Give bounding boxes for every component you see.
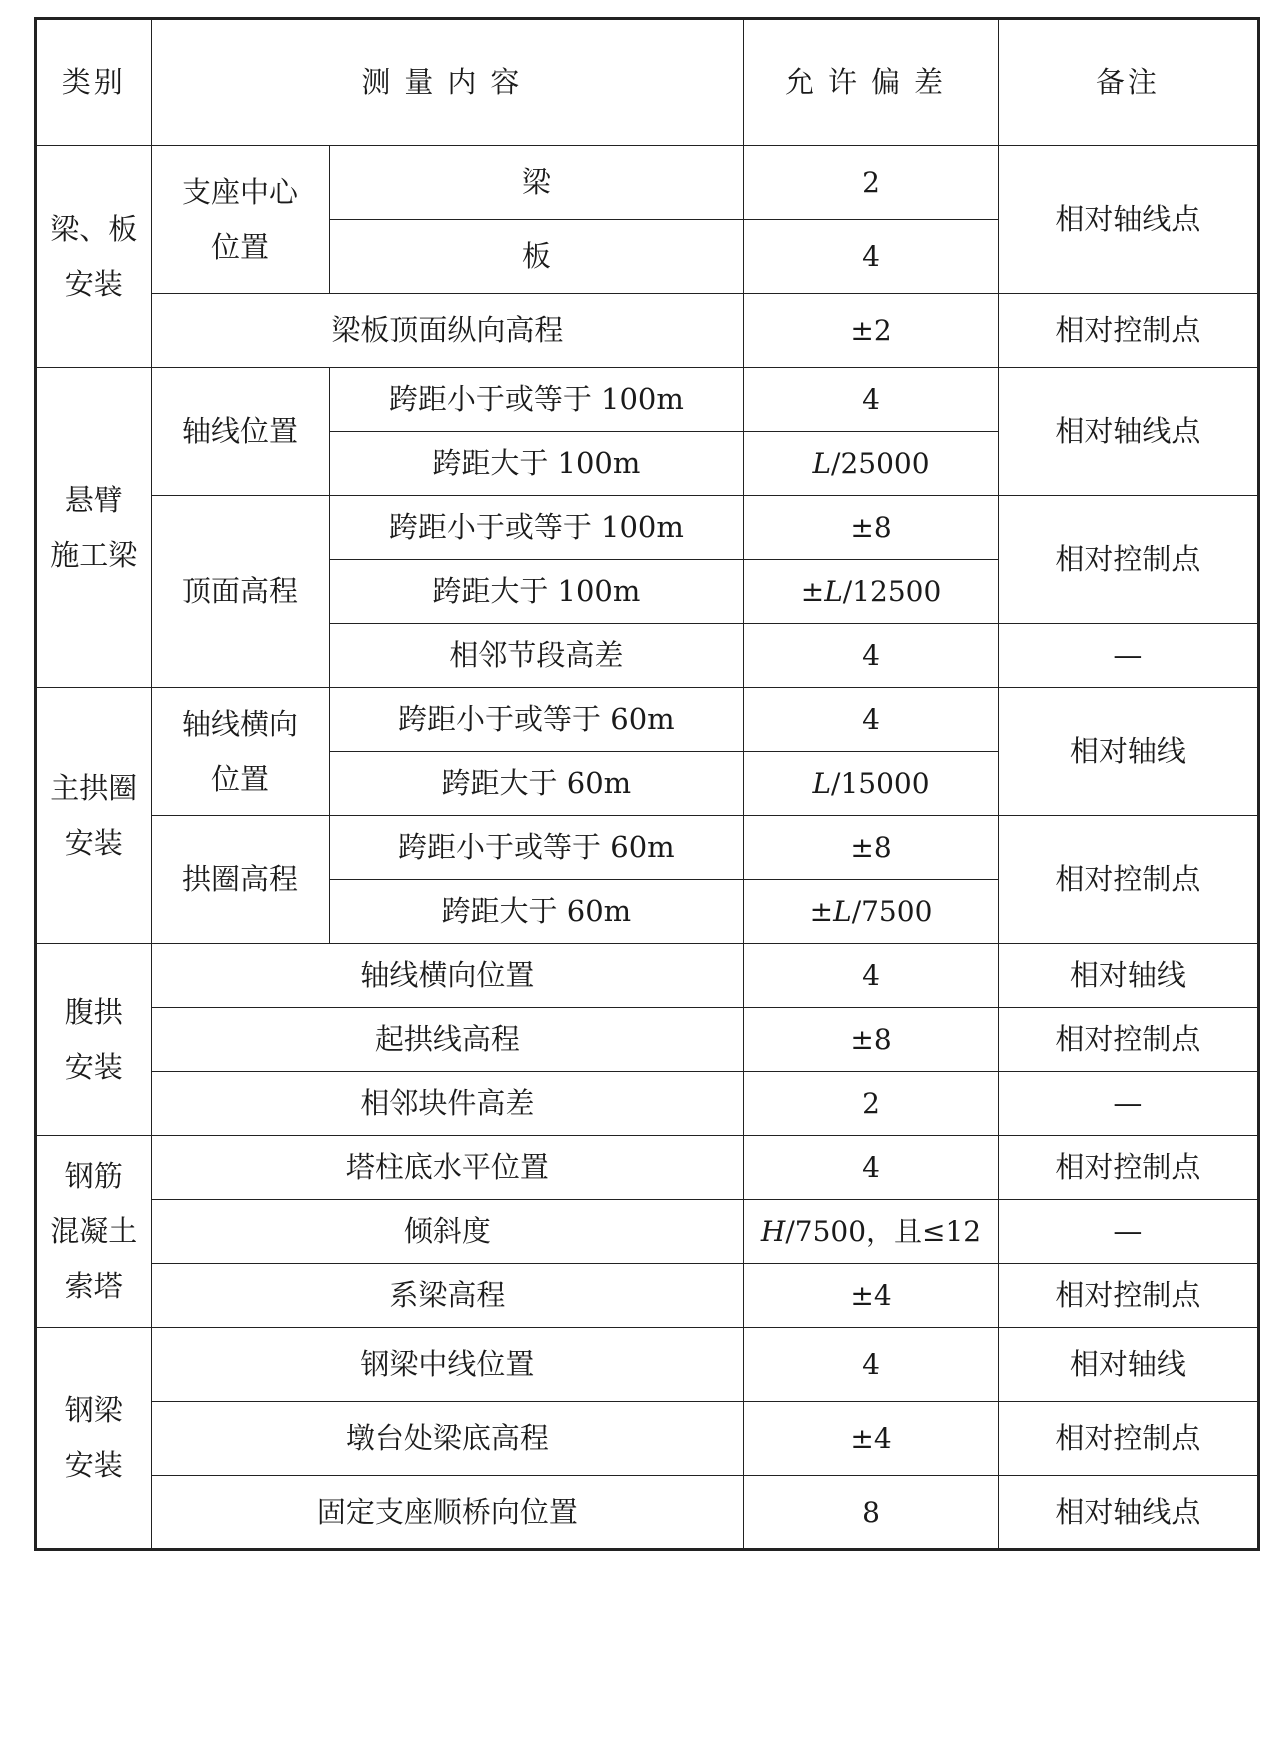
tolerance-cell: L/25000 bbox=[744, 432, 999, 496]
table-row bbox=[36, 496, 1259, 560]
item-cell: 固定支座顺桥向位置 bbox=[151, 1476, 744, 1550]
table-row bbox=[36, 1008, 1259, 1072]
tolerance-cell: 4 bbox=[744, 944, 999, 1008]
table-row bbox=[36, 146, 1259, 220]
item-cell: 跨距大于 100m bbox=[329, 432, 744, 496]
tolerance-cell: L/15000 bbox=[744, 752, 999, 816]
tolerance-cell: H/7500，且≤12 bbox=[744, 1200, 999, 1264]
subcategory-cell: 拱圈高程 bbox=[151, 816, 329, 944]
remark-cell: 相对轴线点 bbox=[998, 146, 1258, 294]
table-row bbox=[36, 1072, 1259, 1136]
header-remark: 备注 bbox=[998, 19, 1258, 146]
table-row bbox=[36, 294, 1259, 368]
subcategory-cell: 支座中心 位置 bbox=[151, 146, 329, 294]
table-row bbox=[36, 1264, 1259, 1328]
item-cell: 跨距大于 100m bbox=[329, 560, 744, 624]
remark-cell: 相对控制点 bbox=[998, 1136, 1258, 1200]
item-cell: 板 bbox=[329, 220, 744, 294]
item-cell: 轴线横向位置 bbox=[151, 944, 744, 1008]
table-row bbox=[36, 816, 1259, 880]
remark-cell: — bbox=[998, 624, 1258, 688]
category-cell: 悬臂 施工梁 bbox=[36, 368, 152, 688]
tolerance-cell: 4 bbox=[744, 688, 999, 752]
tolerance-cell: 4 bbox=[744, 368, 999, 432]
remark-cell: — bbox=[998, 1200, 1258, 1264]
tolerance-cell: ±8 bbox=[744, 816, 999, 880]
category-cell: 钢梁 安装 bbox=[36, 1328, 152, 1550]
item-cell: 跨距小于或等于 60m bbox=[329, 688, 744, 752]
subcategory-cell: 轴线横向 位置 bbox=[151, 688, 329, 816]
item-cell: 跨距小于或等于 60m bbox=[329, 816, 744, 880]
item-cell: 跨距小于或等于 100m bbox=[329, 496, 744, 560]
tolerance-cell: 4 bbox=[744, 1136, 999, 1200]
item-cell: 起拱线高程 bbox=[151, 1008, 744, 1072]
remark-cell: 相对轴线 bbox=[998, 944, 1258, 1008]
tolerance-cell: ±4 bbox=[744, 1264, 999, 1328]
tolerance-cell: ±L/7500 bbox=[744, 880, 999, 944]
header-content: 测量内容 bbox=[151, 19, 744, 146]
header-category: 类别 bbox=[36, 19, 152, 146]
item-cell: 相邻节段高差 bbox=[329, 624, 744, 688]
tolerance-cell: ±4 bbox=[744, 1402, 999, 1476]
category-cell: 梁、板 安装 bbox=[36, 146, 152, 368]
tolerance-cell: 2 bbox=[744, 1072, 999, 1136]
table-row bbox=[36, 1136, 1259, 1200]
table-row bbox=[36, 688, 1259, 752]
subcategory-cell: 顶面高程 bbox=[151, 496, 329, 688]
table-row bbox=[36, 1402, 1259, 1476]
remark-cell: 相对控制点 bbox=[998, 1402, 1258, 1476]
remark-cell: 相对控制点 bbox=[998, 816, 1258, 944]
item-cell: 梁板顶面纵向高程 bbox=[151, 294, 744, 368]
table-row bbox=[36, 1200, 1259, 1264]
item-cell: 跨距大于 60m bbox=[329, 752, 744, 816]
tolerance-cell: 2 bbox=[744, 146, 999, 220]
item-cell: 跨距小于或等于 100m bbox=[329, 368, 744, 432]
item-cell: 相邻块件高差 bbox=[151, 1072, 744, 1136]
tolerance-cell: 8 bbox=[744, 1476, 999, 1550]
remark-cell: 相对轴线点 bbox=[998, 1476, 1258, 1550]
header-row bbox=[36, 19, 1259, 146]
header-tolerance: 允许偏差 bbox=[744, 19, 999, 146]
table-row bbox=[36, 944, 1259, 1008]
table-row bbox=[36, 368, 1259, 432]
tolerance-cell: 4 bbox=[744, 624, 999, 688]
item-cell: 系梁高程 bbox=[151, 1264, 744, 1328]
tolerance-cell: ±L/12500 bbox=[744, 560, 999, 624]
item-cell: 墩台处梁底高程 bbox=[151, 1402, 744, 1476]
remark-cell: 相对控制点 bbox=[998, 1008, 1258, 1072]
category-cell: 腹拱 安装 bbox=[36, 944, 152, 1136]
remark-cell: 相对控制点 bbox=[998, 1264, 1258, 1328]
tolerance-cell: ±8 bbox=[744, 1008, 999, 1072]
table-row bbox=[36, 1476, 1259, 1550]
subcategory-cell: 轴线位置 bbox=[151, 368, 329, 496]
category-cell: 主拱圈 安装 bbox=[36, 688, 152, 944]
table-row bbox=[36, 1328, 1259, 1402]
tolerance-cell: 4 bbox=[744, 220, 999, 294]
item-cell: 梁 bbox=[329, 146, 744, 220]
remark-cell: 相对轴线 bbox=[998, 688, 1258, 816]
tolerance-cell: ±2 bbox=[744, 294, 999, 368]
tolerance-cell: 4 bbox=[744, 1328, 999, 1402]
item-cell: 塔柱底水平位置 bbox=[151, 1136, 744, 1200]
remark-cell: 相对控制点 bbox=[998, 496, 1258, 624]
item-cell: 钢梁中线位置 bbox=[151, 1328, 744, 1402]
category-cell: 钢筋 混凝土 索塔 bbox=[36, 1136, 152, 1328]
tolerance-cell: ±8 bbox=[744, 496, 999, 560]
remark-cell: 相对控制点 bbox=[998, 294, 1258, 368]
remark-cell: — bbox=[998, 1072, 1258, 1136]
item-cell: 倾斜度 bbox=[151, 1200, 744, 1264]
remark-cell: 相对轴线点 bbox=[998, 368, 1258, 496]
tolerance-table bbox=[34, 17, 1260, 1551]
remark-cell: 相对轴线 bbox=[998, 1328, 1258, 1402]
item-cell: 跨距大于 60m bbox=[329, 880, 744, 944]
